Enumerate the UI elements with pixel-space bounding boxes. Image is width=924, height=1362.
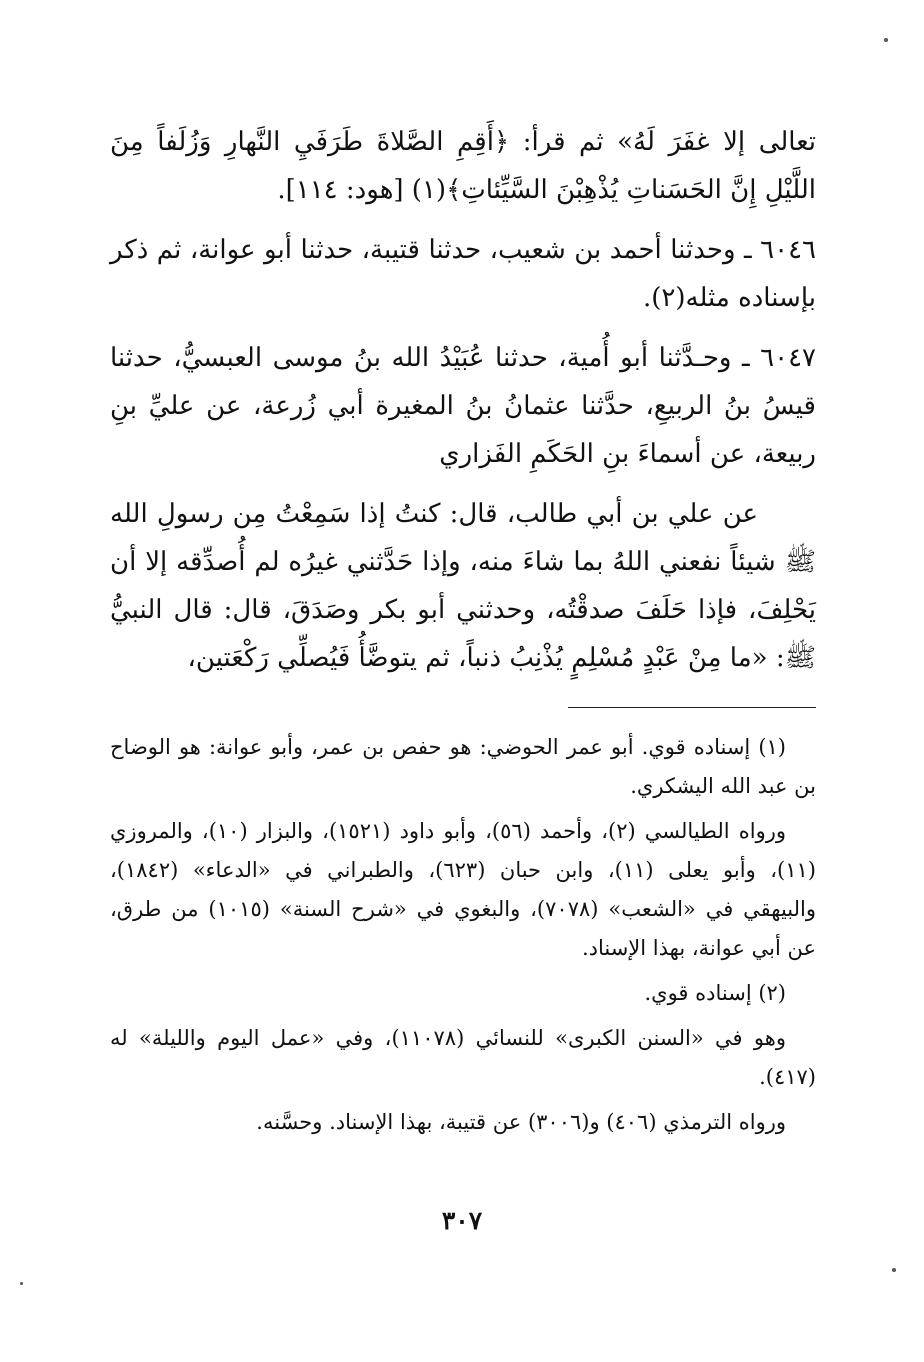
footnotes: [110, 728, 816, 1148]
main-paragraph-1: تعالى إلا غفَرَ لَهُ» ثم قرأ: ﴿أَقِمِ الصَّلاةَ طَرَفَيِ النَّهارِ وَزُلَفاً مِنَ اللَّيْلِ إِنَّ الحَسَناتِ يُذْهِبْنَ السَّيِّئاتِ﴾(١) [هود: ١١٤].: [110, 127, 816, 205]
scan-speck: [884, 38, 888, 42]
hadith-6047-isnad: ٦٠٤٧ ـ وحـدَّثنا أبو أُمية، حدثنا عُبَيْدُ الله بنُ موسى العبسيُّ، حدثنا قيسُ بنُ الربيعِ، حدَّثنا عثمانُ بنُ المغيرة أبي زُرعة، عن عليِّ بنِ ربيعة، عن أسماءَ بنِ الحَكَمِ الفَزاري: [110, 343, 816, 469]
footnote-1-line-2: ورواه الطيالسي (٢)، وأحمد (٥٦)، وأبو داود (١٥٢١)، والبزار (١٠)، والمروزي (١١)، وأبو يعلى (١١)، وابن حبان (٦٢٣)، والطبراني في «الدعاء» (١٨٤٢)، والبيهقي في «الشعب» (٧٠٧٨)، والبغوي في «شرح السنة» (١٠١٥) من طرق، عن أبي عوانة، بهذا الإسناد.: [110, 819, 816, 960]
hadith-6046: ٦٠٤٦ ـ وحدثنا أحمد بن شعيب، حدثنا قتيبة، حدثنا أبو عوانة، ثم ذكر بإسناده مثله(٢).: [110, 235, 816, 313]
page-number: ٣٠٧: [441, 1206, 483, 1235]
main-text: [110, 118, 816, 694]
footnote-2-line-1: (٢) إسناده قوي.: [644, 981, 786, 1005]
footnote-2-line-3: ورواه الترمذي (٤٠٦) و(٣٠٠٦) عن قتيبة، بهذا الإسناد. وحسَّنه.: [256, 1110, 786, 1134]
scan-speck: [20, 1282, 23, 1285]
footnote-2-line-2: وهو في «السنن الكبرى» للنسائي (١١٠٧٨)، وفي «عمل اليوم والليلة» له (٤١٧).: [110, 1026, 816, 1089]
footnote-separator: [568, 707, 816, 708]
hadith-6047-matn: عن علي بن أبي طالب، قال: كنتُ إذا سَمِعْتُ مِن رسولِ الله ﷺ شيئاً نفعني اللهُ بما شاءَ منه، وإذا حَدَّثني غيرُه لم أُصدِّقه إلا أن يَحْلِفَ، فإذا حَلَفَ صدقْتُه، وحدثني أبو بكر وصَدَقَ، قال: قال النبيُّ ﷺ: «ما مِنْ عَبْدٍ مُسْلِمٍ يُذْنِبُ ذنباً، ثم يتوضَّأُ فَيُصلِّي رَكْعَتين،: [110, 499, 816, 673]
scan-speck: [892, 1268, 896, 1272]
footnote-1-line-1: (١) إسناده قوي. أبو عمر الحوضي: هو حفص بن عمر، وأبو عوانة: هو الوضاح بن عبد الله اليشكري.: [110, 735, 816, 798]
